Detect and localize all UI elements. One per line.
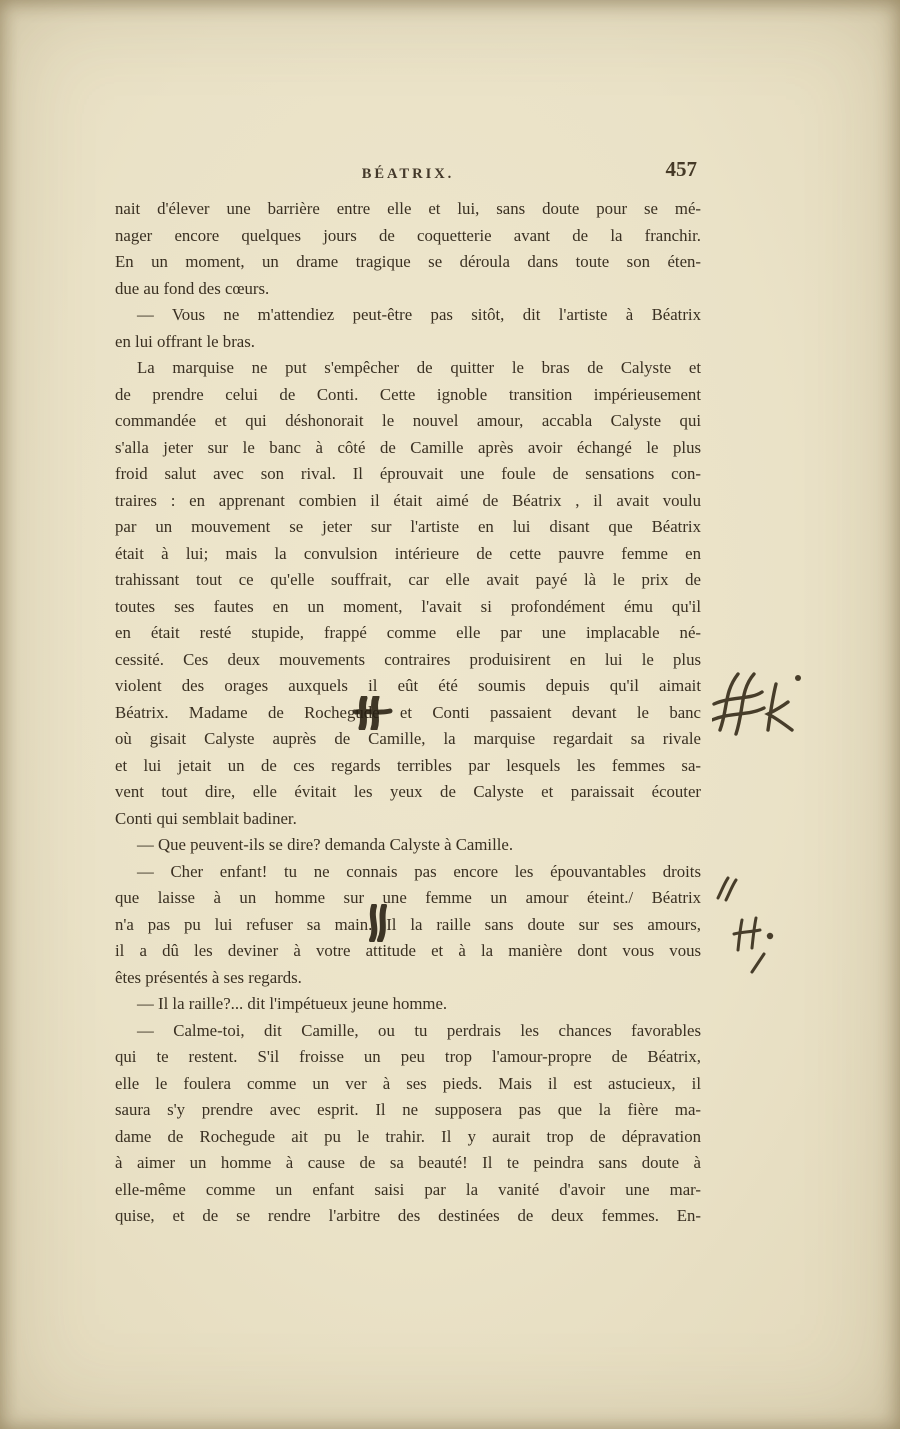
- text-line: La marquise ne put s'empêcher de quitter le bras de Calyste et: [137, 358, 701, 377]
- text-line: que laisse à un homme sur une femme un amour éteint./ Béatrix: [115, 888, 701, 907]
- handwritten-proofreader-mark-lower: [708, 876, 808, 980]
- text-line: nager encore quelques jours de coquetterie avant de la franchir.: [115, 225, 701, 245]
- text-line: froid salut avec son rival. Il éprouvait une foule de sensations con-: [115, 464, 701, 483]
- text-line: qui te restent. S'il froisse un peu trop l'amour-propre de Béatrix,: [115, 1047, 701, 1066]
- text-line: violent des orages auxquels il eût été soumis depuis qu'il aimait: [115, 676, 701, 695]
- text-line: Conti qui semblait badiner.: [115, 808, 297, 828]
- text-line: commandée et qui déshonorait le nouvel amour, accabla Calyste qui: [115, 411, 701, 430]
- page-header: [115, 157, 701, 188]
- text-line: elle-même comme un enfant saisi par la vanité d'avoir une mar-: [115, 1179, 701, 1199]
- text-line: Béatrix. Madame de Rochegude et Conti passaient devant le banc: [115, 702, 701, 722]
- text-line: — Calme-toi, dit Camille, ou tu perdrais les chances favorables: [137, 1020, 701, 1040]
- text-line: n'a pas pu lui refuser sa main. Il la raille sans doute sur ses amours,: [115, 914, 701, 934]
- text-line: due au fond des cœurs.: [115, 278, 270, 298]
- text-line: dame de Rochegude ait pu le trahir. Il y aurait trop de dépravation: [115, 1126, 701, 1146]
- text-line: traires : en apprenant combien il était aimé de Béatrix , il avait voulu: [115, 490, 701, 510]
- text-line: cessité. Ces deux mouvements contraires produisirent en lui le plus: [115, 649, 701, 669]
- text-line: il a dû les deviner à votre attitude et à la manière dont vous vous: [115, 941, 701, 960]
- text-line: saura s'y prendre avec esprit. Il ne supposera pas que la fière ma-: [115, 1100, 701, 1119]
- text-block: [115, 196, 701, 1230]
- text-line: quise, et de se rendre l'arbitre des destinées de deux femmes. En-: [115, 1206, 701, 1225]
- text-line: En un moment, un drame tragique se déroula dans toute son éten-: [115, 252, 701, 271]
- text-line: et lui jetait un de ces regards terribles par lesquels les femmes sa-: [115, 755, 701, 775]
- text-line: — Vous ne m'attendiez peut-être pas sitôt, dit l'artiste à Béatrix: [137, 305, 701, 324]
- text-line: à aimer un homme à cause de sa beauté! Il te peindra sans doute à: [115, 1153, 701, 1172]
- text-line: elle le foulera comme un ver à ses pieds. Mais il est astucieux, il: [115, 1073, 701, 1093]
- page-number: 457: [665, 157, 697, 181]
- text-line: était à lui; mais la convulsion intérieure de cette pauvre femme en: [115, 543, 701, 563]
- text-line: par un mouvement se jeter sur l'artiste en lui disant que Béatrix: [115, 517, 701, 536]
- running-title: BÉATRIX.: [361, 166, 455, 182]
- text-line: — Il la raille?... dit l'impétueux jeune homme.: [137, 994, 448, 1013]
- text-line: en lui offrant le bras.: [115, 331, 255, 351]
- text-line: êtes présentés à ses regards.: [115, 967, 302, 987]
- text-line: nait d'élever une barrière entre elle et lui, sans doute pour se mé-: [115, 199, 701, 218]
- text-line: — Que peuvent-ils se dire? demanda Calyste à Camille.: [137, 835, 514, 854]
- text-line: — Cher enfant! tu ne connais pas encore les épouvantables droits: [137, 861, 701, 881]
- text-line: de prendre celui de Conti. Cette ignoble transition impérieusement: [115, 384, 701, 404]
- text-line: s'alla jeter sur le banc à côté de Camille après avoir échangé le plus: [115, 437, 701, 457]
- text-line: vent tout dire, elle évitait les yeux de Calyste et paraissait écouter: [115, 782, 701, 801]
- text-line: toutes ses fautes en un moment, l'avait si profondément ému qu'il: [115, 596, 701, 616]
- text-line: en était resté stupide, frappé comme elle par une implacable né-: [115, 623, 701, 642]
- text-line: trahissant tout ce qu'elle souffrait, car elle avait payé là le prix de: [115, 570, 701, 589]
- text-line: où gisait Calyste auprès de Camille, la marquise regardait sa rivale: [115, 729, 701, 748]
- handwritten-proofreader-mark-upper: [712, 668, 812, 754]
